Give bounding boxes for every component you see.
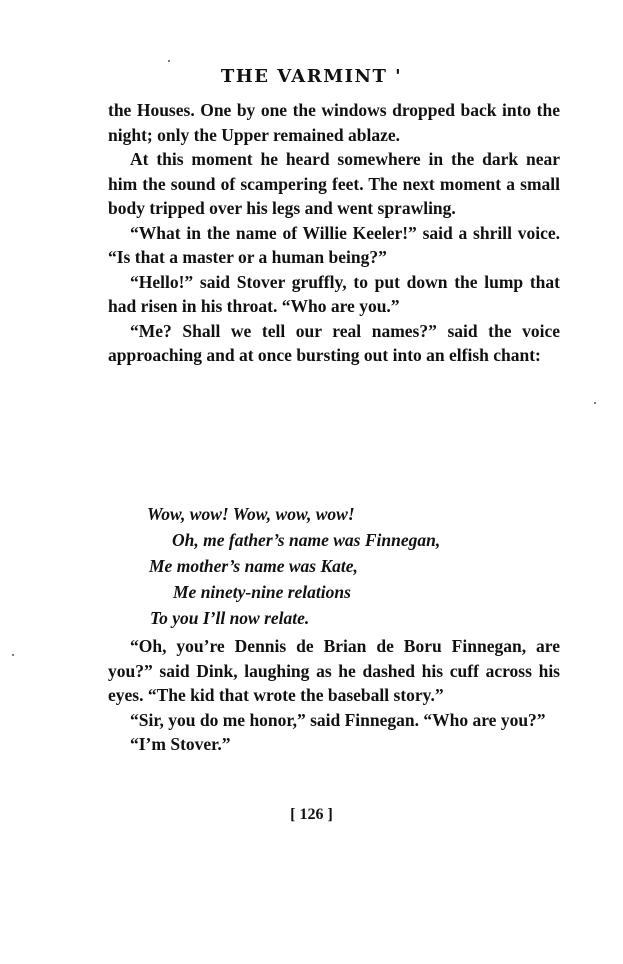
scan-speck <box>12 654 14 656</box>
scan-speck <box>594 402 596 404</box>
paragraph: “Hello!” said Stover gruffly, to put down the lump that had risen in his throat. “Who are you.” <box>108 271 560 316</box>
poem-line: Me mother’s name was Kate, <box>149 556 358 576</box>
paragraph: “I’m Stover.” <box>130 734 231 754</box>
scan-speck <box>168 60 170 62</box>
text-block-after-poem <box>108 634 560 757</box>
paragraph: “Me? Shall we tell our real names?” said the voice approaching and at once bursting out into an elfish chant: <box>108 320 560 365</box>
paragraph: “What in the name of Willie Keeler!” said a shrill voice. “Is that a master or a human being?” <box>108 222 560 267</box>
page-number: [ 126 ] <box>290 806 333 823</box>
poem-stanza <box>147 501 440 631</box>
paragraph: At this moment he heard somewhere in the dark near him the sound of scampering feet. The next moment a small body tripped over his legs and went sprawling. <box>108 149 560 218</box>
paragraph: the Houses. One by one the windows dropped back into the night; only the Upper remained ablaze. <box>108 100 560 145</box>
poem-line: To you I’ll now relate. <box>150 608 310 628</box>
poem-line: Wow, wow! Wow, wow, wow! <box>147 504 355 524</box>
poem-line: Oh, me father’s name was Finnegan, <box>172 530 441 550</box>
paragraph: “Sir, you do me honor,” said Finnegan. “Who are you?” <box>130 709 546 730</box>
poem-line: Me ninety-nine relations <box>173 582 351 602</box>
paragraph: “Oh, you’re Dennis de Brian de Boru Finnegan, are you?” said Dink, laughing as he dashed his cuff across his eyes. “The kid that wrote the baseball story.” <box>108 636 560 705</box>
text-block-before-poem <box>108 98 560 368</box>
running-header: THE VARMINT ' <box>220 66 403 87</box>
